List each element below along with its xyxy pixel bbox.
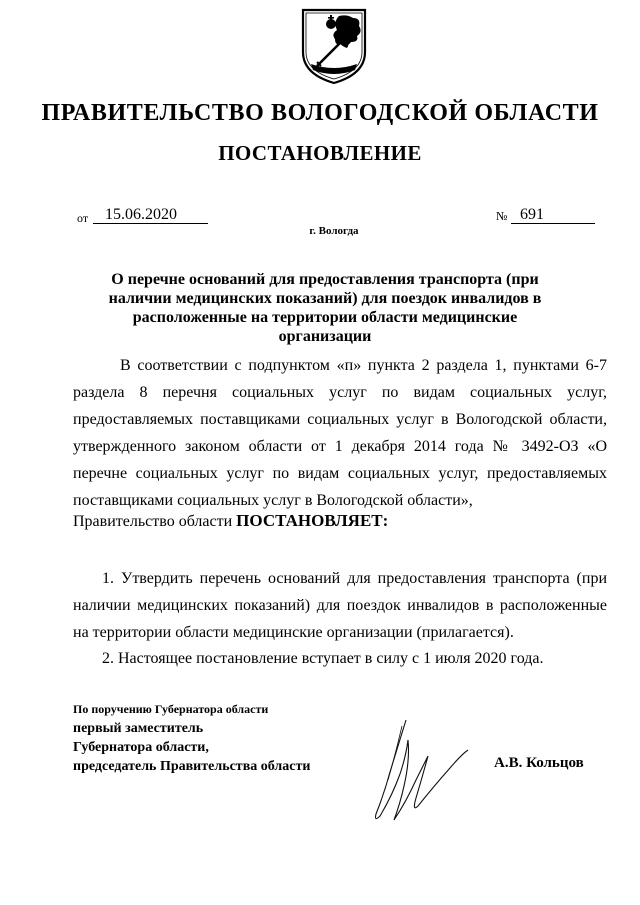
government-title: ПРАВИТЕЛЬСТВО ВОЛОГОДСКОЙ ОБЛАСТИ xyxy=(41,100,599,126)
date-prefix: от xyxy=(77,211,89,225)
signer-name: А.В. Кольцов xyxy=(494,755,584,771)
signatory-line-4: председатель Правительства области xyxy=(73,759,311,774)
number-prefix: № xyxy=(496,209,508,223)
city: г. Вологда xyxy=(309,225,359,237)
signatory-position xyxy=(73,700,310,776)
decree-verb: ПОСТАНОВЛЯЕТ: xyxy=(236,511,389,530)
document-number: 691 xyxy=(511,206,595,224)
document-subject: О перечне оснований для предоставления транспорта (при наличии медицинских показаний) для поездок инвалидов в расположенные на территории области медицинские организации xyxy=(108,271,542,345)
preamble-paragraph: В соответствии с подпунктом «п» пункта 2 раздела 1, пунктами 6-7 раздела 8 перечня социальных услуг по видам социальных услуг, предоставляемых поставщиками социальных услуг в Вологодской области, утвержденного законом области от 1 декабря 2014 года № 3492-ОЗ «О перечне социальных услуг по видам социальных услуг, предоставляемых поставщиками социальных услуг в Вологодской области», xyxy=(73,357,607,509)
decree-line xyxy=(73,507,607,535)
document-date: 15.06.2020 xyxy=(93,206,208,224)
decree-lead: Правительство области xyxy=(73,513,237,530)
handwritten-signature xyxy=(362,716,482,836)
signatory-line-1: По поручению Губернатора области xyxy=(73,702,269,716)
signatory-line-3: Губернатора области, xyxy=(73,740,209,755)
decree-item-2: 2. Настоящее постановление вступает в силу с 1 июля 2020 года. xyxy=(102,650,544,667)
decree-item-1: 1. Утвердить перечень оснований для предоставления транспорта (при наличии медицинских показаний) для поездок инвалидов в расположенные на территории области медицинские организации (прилагается). xyxy=(73,570,607,641)
signatory-line-2: первый заместитель xyxy=(73,721,204,736)
document-type: ПОСТАНОВЛЕНИЕ xyxy=(218,141,422,165)
coat-of-arms-icon xyxy=(297,6,371,86)
